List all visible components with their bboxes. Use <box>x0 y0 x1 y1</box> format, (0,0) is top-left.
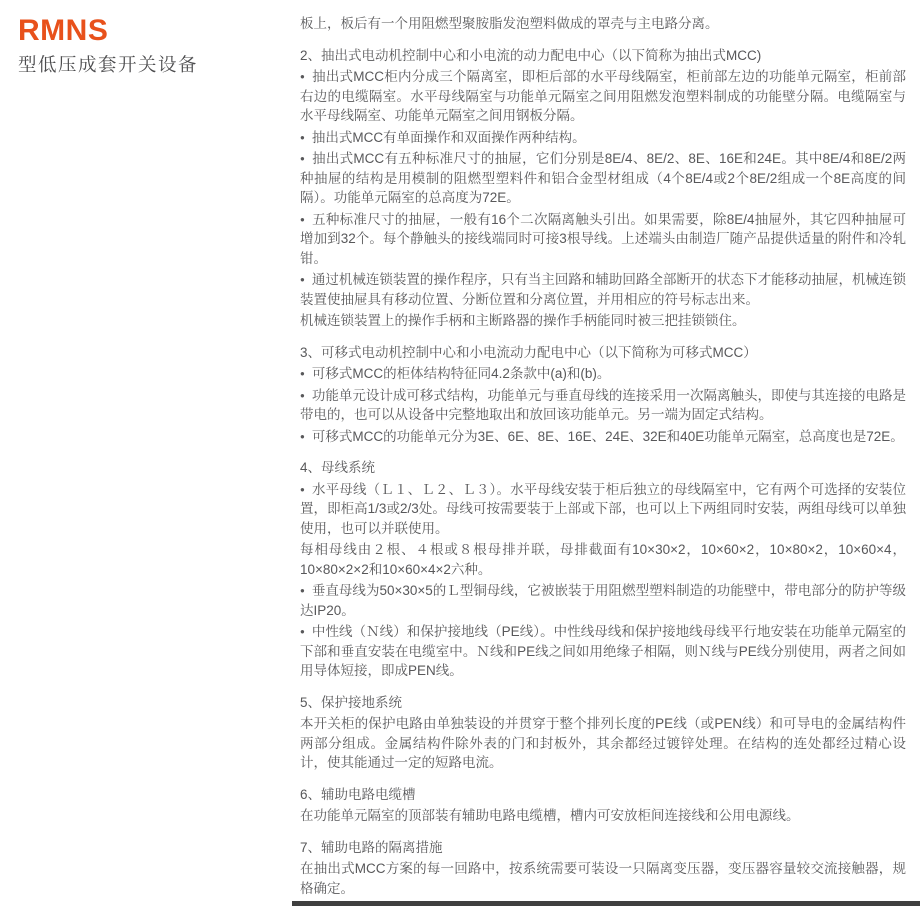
doc-paragraph: 在功能单元隔室的顶部装有辅助电路电缆槽，槽内可安放柜间连接线和公用电源线。 <box>300 808 800 823</box>
bullet-dot-icon: ● <box>300 214 305 224</box>
doc-heading: 7、辅助电路的隔离措施 <box>300 839 443 855</box>
doc-bullet-text: 抽出式MCC有单面操作和双面操作两种结构。 <box>311 129 586 145</box>
bullet-dot-icon: ● <box>300 132 305 142</box>
bullet-dot-icon: ● <box>300 586 305 595</box>
bullet-dot-icon: ● <box>300 484 305 494</box>
doc-bullet-text: 可移式MCC的柜体结构特征同4.2条款中(a)和(b)。 <box>311 366 611 381</box>
doc-bullet-text: 通过机械连锁装置的操作程序，只有当主回路和辅助回路全部断开的状态下才能移动抽屉，机械连锁装置使抽屉具有移动位置、分断位置和分离位置，并用相应的符号标志出来。 <box>300 272 906 307</box>
doc-bullet-item <box>300 128 906 148</box>
doc-bullet-item <box>300 67 906 126</box>
doc-bullet-text: 可移式MCC的功能单元分为3E、6E、8E、16E、24E、32E和40E功能单元隔室，总高度也是72E。 <box>311 428 904 444</box>
doc-heading: 5、保护接地系统 <box>300 694 403 710</box>
doc-bullet-text: 抽出式MCC有五种标准尺寸的抽屉，它们分别是8E/4、8E/2、8E、16E和24E。其中8E/4和8E/2两种抽屉的结构是用模制的阻燃型塑料件和铝合金型材组成（4个8E/4或2个8E/2组成一个8E高度的间隔）。功能单元隔室的总高度为72E。 <box>300 151 906 205</box>
bullet-dot-icon: ● <box>300 154 305 163</box>
doc-bullet-item <box>300 622 906 681</box>
doc-paragraph: 在抽出式MCC方案的每一回路中，按系统需要可装设一只隔离变压器，变压器容量较交流接触器，规格确定。 <box>300 861 906 896</box>
bullet-dot-icon: ● <box>300 390 305 400</box>
page-header <box>0 0 300 77</box>
doc-bullet-text: 抽出式MCC柜内分成三个隔离室，即柜后部的水平母线隔室，柜前部左边的功能单元隔室，柜前部右边的电缆隔室。水平母线隔室与功能单元隔室之间用阻燃发泡塑料制成的功能壁分隔。电缆隔室与水平母线隔室、功能单元隔室之间用钢板分隔。 <box>300 69 906 123</box>
doc-bullet-item <box>300 210 906 269</box>
doc-bullet-item <box>300 427 906 447</box>
doc-bullet-text: 水平母线（Ｌ１、Ｌ２、Ｌ３）。水平母线安装于柜后独立的母线隔室中，它有两个可选择的安装位置，即柜高1/3或2/3处。母线可按需要装于上部或下部，也可以上下两组同时安装，两组母线可以单独使用，也可以并联使用。 <box>300 481 906 536</box>
doc-bullet-item <box>300 386 906 425</box>
doc-bullet-item <box>300 480 906 539</box>
doc-paragraph: 板上，板后有一个用阻燃型聚胺脂发泡塑料做成的罩壳与主电路分离。 <box>300 16 719 31</box>
doc-paragraph: 机械连锁装置上的操作手柄和主断路器的操作手柄能同时被三把挂锁锁住。 <box>300 313 746 328</box>
doc-bullet-text: 中性线（Ｎ线）和保护接地线（PE线）。中性线母线和保护接地线母线平行地安装在功能单元隔室的下部和垂直安装在电缆室中。Ｎ线和PE线之间如用绝缘子相隔，则Ｎ线与PE线分别使用，两者之间如用导体短接，即成PEN线。 <box>300 624 906 678</box>
doc-bullet-text: 功能单元设计成可移式结构，功能单元与垂直母线的连接采用一次隔离触头，即使与其连接的电路是带电的，也可以从设备中完整地取出和放回该功能单元。另一端为固定式结构。 <box>300 387 906 422</box>
brand-title: RMNS <box>18 14 109 47</box>
doc-paragraph: 本开关柜的保护电路由单独装设的并贯穿于整个排列长度的PE线（或PEN线）和可导电的金属结构件两部分组成。金属结构件除外表的门和封板外，其余都经过镀锌处理。在结构的连处都经过精心设计，使其能通过一定的短路电流。 <box>300 716 906 770</box>
doc-heading: 3、可移式电动机控制中心和小电流动力配电中心（以下简称为可移式MCC） <box>300 344 757 360</box>
bullet-dot-icon: ● <box>300 431 305 441</box>
doc-paragraph: 每相母线由２根、４根或８根母排并联，母排截面有10×30×2，10×60×2，10×80×2，10×60×4，10×80×2×2和10×60×4×2六种。 <box>300 542 906 577</box>
doc-bullet-text: 五种标准尺寸的抽屉，一般有16个二次隔离触头引出。如果需要，除8E/4抽屉外，其它四种抽屉可增加到32个。每个静触头的接线端同时可接3根导线。上述端头由制造厂随产品提供适量的附件和冷轧钳。 <box>300 211 906 266</box>
doc-bullet-text: 垂直母线为50×30×5的Ｌ型铜母线，它被嵌装于用阻燃型塑料制造的功能壁中，带电部分的防护等级达IP20。 <box>300 583 906 618</box>
bullet-dot-icon: ● <box>300 275 305 284</box>
page-bottom-crop-bar <box>292 901 920 906</box>
doc-bullet-item <box>300 364 906 384</box>
bullet-dot-icon: ● <box>300 369 305 378</box>
bullet-dot-icon: ● <box>300 72 305 81</box>
document-body <box>300 0 906 900</box>
doc-heading: 2、抽出式电动机控制中心和小电流的动力配电中心（以下简称为抽出式MCC) <box>300 47 762 63</box>
doc-heading: 4、母线系统 <box>300 460 376 475</box>
brand-subtitle: 型低压成套开关设备 <box>18 54 199 75</box>
bullet-dot-icon: ● <box>300 627 305 636</box>
doc-bullet-item <box>300 581 906 620</box>
doc-bullet-item <box>300 270 906 309</box>
doc-bullet-item <box>300 149 906 208</box>
doc-heading: 6、辅助电路电缆槽 <box>300 786 416 802</box>
